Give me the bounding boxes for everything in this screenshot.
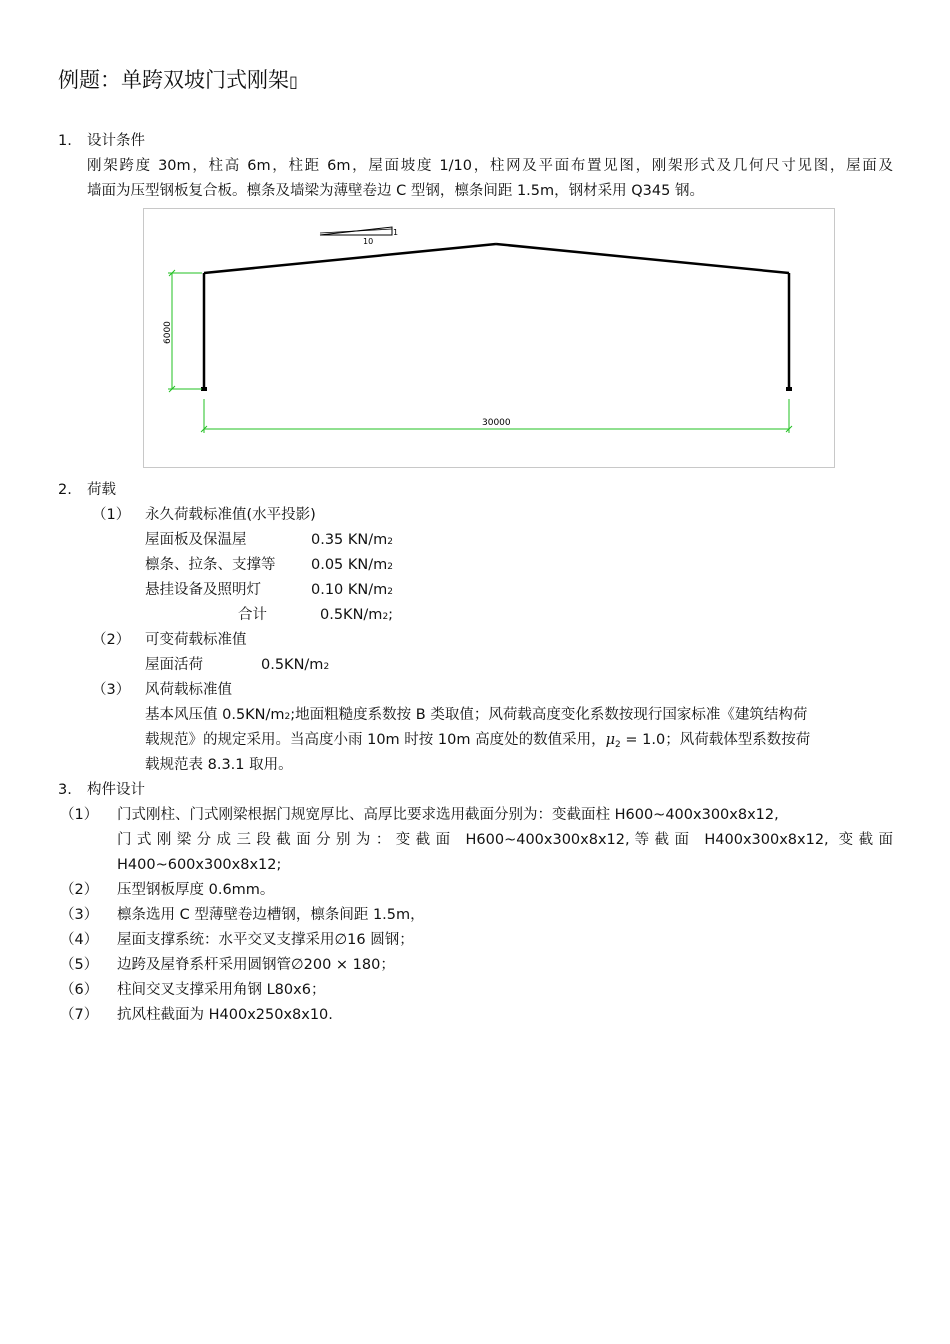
live-load-value: [261, 655, 329, 677]
value-text: 0.35 KN/m: [311, 532, 388, 548]
section-2-heading: 荷载: [87, 482, 116, 498]
member-2-number: （2）: [60, 882, 99, 898]
section-2-number: 2.: [58, 482, 72, 498]
section-1-line-1: 刚架跨度 30m，柱高 6m，柱距 6m，屋面坡度 1/10，柱网及平面布置见图，刚架形式及几何尺寸见图，屋面及: [87, 158, 893, 174]
span-dim-label: 30000: [482, 418, 511, 428]
slope-indicator-base: [320, 229, 392, 233]
section-1-number: 1.: [58, 133, 72, 149]
member-6-number: （6）: [60, 982, 99, 998]
unit-exponent: 2: [284, 712, 291, 722]
load-1-heading: 永久荷载标准值(水平投影): [145, 507, 316, 523]
text: 基本风压值 0.5KN/m: [145, 707, 285, 723]
wind-line-1: [145, 705, 807, 727]
load-3-heading: 风荷载标准值: [145, 682, 232, 698]
live-load-label: 屋面活荷: [145, 657, 203, 673]
wind-line-3: 载规范表 8.3.1 取用。: [145, 757, 293, 773]
dead-load-row-1-value: [311, 530, 393, 552]
dead-load-row-2-value: [311, 555, 393, 577]
slope-rise-label: 1: [393, 228, 399, 237]
frame-diagram: [143, 208, 835, 468]
member-2-text: 压型钢板厚度 0.6mm。: [117, 882, 275, 898]
wind-line-2: [145, 730, 810, 755]
dead-load-total-label: 合计: [238, 607, 267, 623]
member-4-number: （4）: [60, 932, 99, 948]
mu-subscript: 2: [615, 740, 621, 750]
right-rafter: [496, 244, 789, 273]
page-title: [58, 66, 298, 96]
member-7-number: （7）: [60, 1007, 99, 1023]
member-1-number: （1）: [60, 807, 99, 823]
unit-exponent: 2: [387, 537, 393, 547]
text: ;地面粗糙度系数按 B 类取值；风荷载高度变化系数按现行国家标准《建筑结构荷: [290, 707, 808, 723]
title-glyph: ▯: [289, 72, 298, 91]
left-rafter: [204, 244, 496, 273]
section-1-heading: 设计条件: [87, 133, 145, 149]
unit-exponent: 2: [382, 612, 389, 622]
member-3-text: 檩条选用 C 型薄壁卷边槽钢，檩条间距 1.5m，: [117, 907, 425, 923]
value-text: 0.5KN/m: [261, 657, 324, 673]
member-7-text: 抗风柱截面为 H400x250x8x10.: [117, 1007, 333, 1023]
unit-exponent: 2: [387, 587, 393, 597]
member-3-number: （3）: [60, 907, 99, 923]
text: = 1.0；风荷载体型系数按荷: [620, 732, 811, 748]
value-end: ;: [388, 607, 394, 623]
unit-exponent: 2: [387, 562, 393, 572]
load-1-number: （1）: [92, 507, 131, 523]
load-2-heading: 可变荷载标准值: [145, 632, 247, 648]
value-text: 0.05 KN/m: [311, 557, 388, 573]
member-4-text: 屋面支撑系统：水平交叉支撑采用∅16 圆钢；: [117, 932, 414, 948]
member-1-text-line-2: 门 式 刚 梁 分 成 三 段 截 面 分 别 为 ： 变 截 面 H600~400x300x8x12, 等 截 面 H400x300x8x12, 变 截 面: [117, 832, 893, 848]
text: 载规范》的规定采用。当高度小雨 10m 时按 10m 高度处的数值采用，: [145, 732, 606, 748]
section-1-line-2: 墙面为压型钢板复合板。檩条及墙梁为薄壁卷边 C 型钢，檩条间距 1.5m，钢材采用 Q345 钢。: [87, 183, 704, 199]
member-1-text: 门式刚柱、门式刚梁根据门规宽厚比、高厚比要求选用截面分别为：变截面柱 H600~400x300x8x12,: [117, 807, 779, 823]
section-3-heading: 构件设计: [87, 782, 145, 798]
value-text: 0.5KN/m: [320, 607, 383, 623]
dead-load-row-2-label: 檩条、拉条、支撑等: [145, 557, 276, 573]
slope-run-label: 10: [363, 237, 374, 246]
dead-load-row-3-value: [311, 580, 393, 602]
right-column-base: [786, 387, 792, 391]
mu-symbol: μ: [605, 732, 616, 748]
dead-load-total-value: [320, 605, 393, 627]
dead-load-row-1-label: 屋面板及保温屋: [145, 532, 247, 548]
title-text: 例题：单跨双坡门式刚架: [58, 68, 289, 92]
member-1-text-line-3: H400~600x300x8x12;: [117, 857, 282, 873]
load-3-number: （3）: [92, 682, 131, 698]
load-2-number: （2）: [92, 632, 131, 648]
member-5-text: 边跨及屋脊系杆采用圆钢管∅200 × 180；: [117, 957, 395, 973]
dead-load-row-3-label: 悬挂设备及照明灯: [145, 582, 261, 598]
height-dim-label: 6000: [163, 321, 173, 344]
value-text: 0.10 KN/m: [311, 582, 388, 598]
member-5-number: （5）: [60, 957, 99, 973]
section-3-number: 3.: [58, 782, 72, 798]
unit-exponent: 2: [323, 662, 330, 672]
member-6-text: 柱间交叉支撑采用角钢 L80x6；: [117, 982, 326, 998]
frame-svg: [144, 209, 834, 467]
